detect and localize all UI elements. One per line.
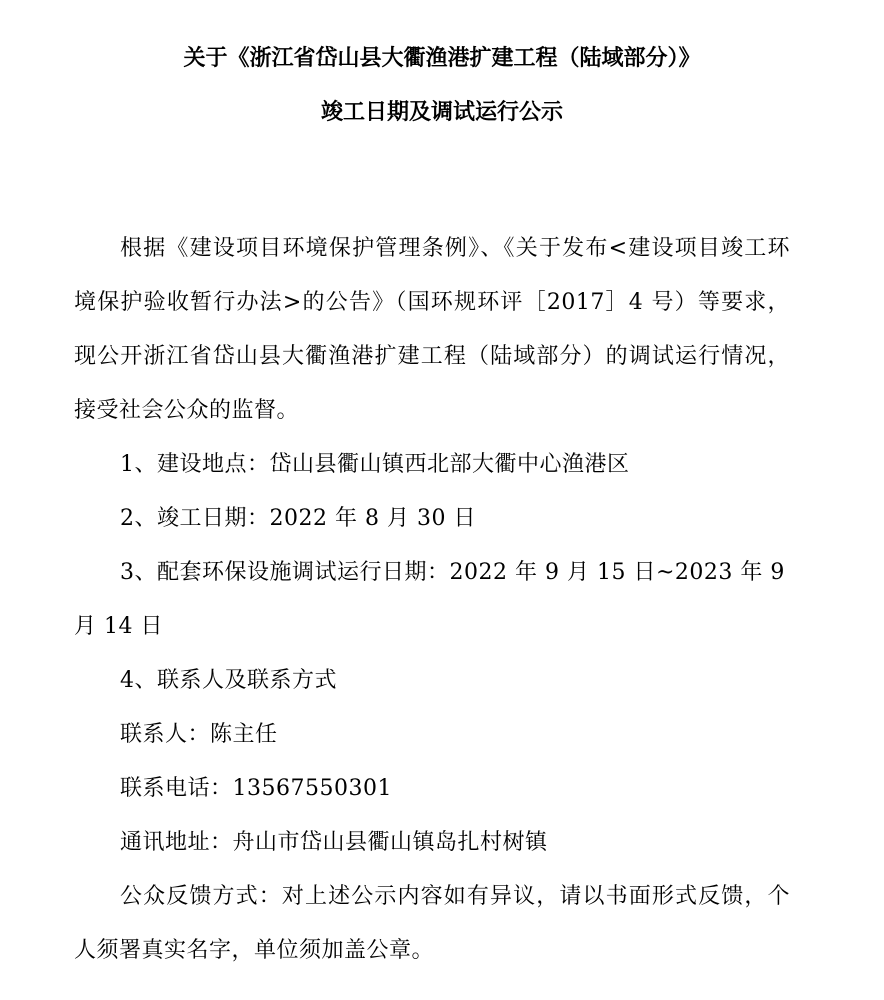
debugging-operation-period: 3、配套环保设施调试运行日期：2022 年 9 月 15 日~2023 年 9 月 14 日 <box>74 560 785 639</box>
construction-location: 1、建设地点：岱山县衢山镇西北部大衢中心渔港区 <box>120 452 630 477</box>
intro-paragraph: 根据《建设项目环境保护管理条例》、《关于发布<建设项目竣工环境保护验收暂行办法>的公告》（国环规环评［2017］4 号）等要求，现公开浙江省岱山县大衢渔港扩建工程（陆域部分）的调试运行情况，接受社会公众的监督。 <box>74 236 790 423</box>
contact-section-heading: 4、联系人及联系方式 <box>120 668 337 693</box>
completion-date: 2、竣工日期：2022 年 8 月 30 日 <box>120 506 476 531</box>
contact-person: 联系人：陈主任 <box>120 722 278 747</box>
contact-address: 通讯地址：舟山市岱山县衢山镇岛扎村树镇 <box>120 830 548 855</box>
document-title-line1: 关于《浙江省岱山县大衢渔港扩建工程（陆域部分）》 <box>183 46 701 71</box>
contact-phone: 联系电话：13567550301 <box>120 776 392 801</box>
public-feedback-method: 公众反馈方式：对上述公示内容如有异议，请以书面形式反馈，个人须署真实名字，单位须加盖公章。 <box>74 884 790 963</box>
document-title-line2: 竣工日期及调试运行公示 <box>320 100 563 125</box>
